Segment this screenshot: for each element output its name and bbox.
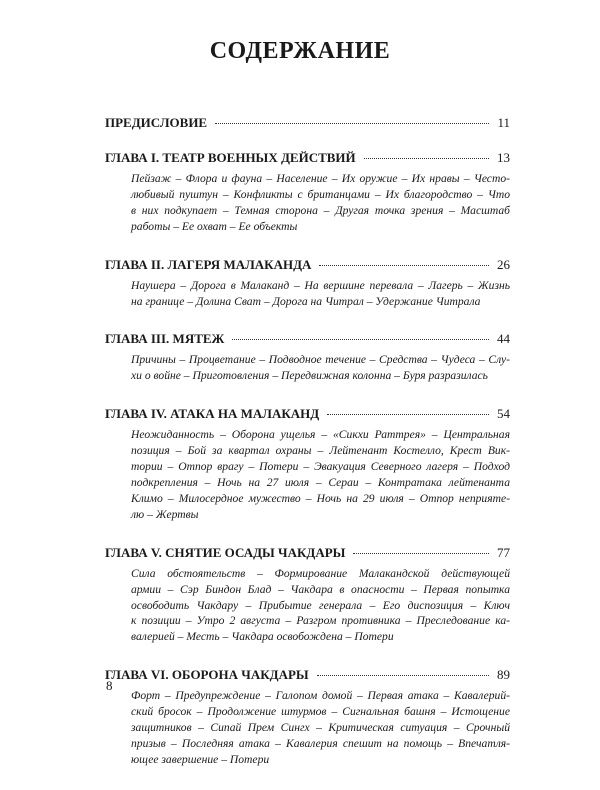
summary-line: ский бросок – Продолжение штурмов – Сигнальная башня – Истощение bbox=[131, 705, 510, 719]
dot-leader bbox=[327, 414, 489, 415]
summary-line: валерией – Месть – Чакдара освобождена – Потери bbox=[131, 630, 394, 644]
chapter-title[interactable]: ГЛАВА V. СНЯТИЕ ОСАДЫ ЧАКДАРЫ bbox=[105, 544, 346, 560]
summary-line: подкрепления – Ночь на 27 июля – Сераи – Контратака лейтенанта bbox=[131, 475, 510, 489]
page-number: 8 bbox=[106, 678, 113, 693]
chapter-title[interactable]: ГЛАВА I. ТЕАТР ВОЕННЫХ ДЕЙСТВИЙ bbox=[105, 150, 356, 165]
summary-line: Климо – Милосердное мужество – Ночь на 29 июля – Отпор неприяте- bbox=[131, 491, 510, 505]
chapter-summary bbox=[105, 688, 510, 768]
summary-line: работы – Ее охват – Ее объекты bbox=[131, 219, 298, 233]
toc-entry[interactable] bbox=[105, 257, 510, 310]
chapter-page-number: 89 bbox=[497, 667, 510, 683]
toc-entry[interactable] bbox=[105, 545, 510, 646]
chapter-title[interactable]: ГЛАВА IV. АТАКА НА МАЛАКАНД bbox=[105, 406, 320, 422]
chapter-title[interactable]: ГЛАВА II. ЛАГЕРЯ МАЛАКАНДА bbox=[105, 256, 312, 272]
page-title: СОДЕРЖАНИЕ bbox=[209, 38, 391, 64]
toc-entry[interactable] bbox=[105, 667, 510, 768]
chapter-title[interactable]: ГЛАВА III. МЯТЕЖ bbox=[105, 331, 225, 347]
chapter-summary bbox=[105, 171, 510, 235]
summary-line: позиция – Бой за квартал охраны – Лейтенант Костелло, Крест Вик- bbox=[131, 444, 510, 458]
dot-leader bbox=[317, 675, 489, 676]
table-of-contents bbox=[105, 115, 510, 790]
chapter-summary bbox=[105, 352, 510, 384]
toc-entry-heading[interactable] bbox=[105, 667, 510, 683]
dot-leader bbox=[364, 158, 489, 159]
chapter-title[interactable]: ПРЕДИСЛОВИЕ bbox=[105, 115, 208, 130]
toc-entry-heading[interactable] bbox=[105, 257, 510, 273]
dot-leader bbox=[215, 123, 489, 124]
summary-line: Причины – Процветание – Подводное течение – Средства – Чудеса – Слу- bbox=[131, 353, 510, 367]
summary-line: Пейзаж – Флора и фауна – Население – Их оружие – Их нравы – Често- bbox=[131, 172, 510, 185]
summary-line: армии – Сэр Биндон Блад – Чакдара в опасности – Первая попытка bbox=[131, 582, 510, 596]
chapter-page-number: 44 bbox=[497, 331, 510, 347]
summary-line: лю – Жертвы bbox=[131, 507, 199, 521]
chapter-summary bbox=[105, 278, 510, 310]
dot-leader bbox=[353, 553, 489, 554]
toc-entry[interactable] bbox=[105, 150, 510, 235]
summary-line: на границе – Долина Сват – Дорога на Читрал – Удержание Читрала bbox=[131, 294, 481, 308]
chapter-page-number: 54 bbox=[497, 406, 510, 422]
summary-line: Сила обстоятельств – Формирование Малакандской действующей bbox=[131, 566, 510, 580]
summary-line: хи о войне – Приготовления – Передвижная колонна – Буря разразилась bbox=[131, 369, 488, 383]
summary-line: в них подкупает – Темная сторона – Другая точка зрения – Масштаб bbox=[131, 203, 510, 217]
summary-line: Форт – Предупреждение – Галопом домой – Первая атака – Кавалерий- bbox=[131, 689, 510, 703]
toc-entry-heading[interactable] bbox=[105, 331, 510, 347]
summary-line: любивый пуштун – Конфликты с британцами – Их благородство – Что bbox=[131, 187, 510, 201]
toc-entry-heading[interactable] bbox=[105, 406, 510, 422]
toc-entry-heading[interactable] bbox=[105, 150, 510, 166]
summary-line: к позиции – Утро 2 августа – Разгром противника – Преследование ка- bbox=[131, 614, 510, 628]
chapter-summary bbox=[105, 427, 510, 522]
summary-line: призыв – Последняя атака – Кавалерия спешит на помощь – Впечатля- bbox=[131, 736, 510, 750]
chapter-page-number: 11 bbox=[497, 115, 510, 130]
toc-entry-heading[interactable] bbox=[105, 115, 510, 131]
chapter-summary bbox=[105, 566, 510, 646]
chapter-page-number: 13 bbox=[497, 150, 510, 165]
summary-line: Неожиданность – Оборона ущелья – «Сикхи Раттрея» – Центральная bbox=[131, 428, 510, 442]
summary-line: защитников – Сипай Прем Сингх – Критическая ситуация – Срочный bbox=[131, 721, 510, 735]
summary-line: ющее завершение – Потери bbox=[131, 752, 270, 766]
toc-entry[interactable] bbox=[105, 406, 510, 522]
chapter-title[interactable]: ГЛАВА VI. ОБОРОНА ЧАКДАРЫ bbox=[105, 667, 309, 683]
toc-entry[interactable] bbox=[105, 331, 510, 384]
chapter-page-number: 77 bbox=[497, 544, 510, 560]
dot-leader bbox=[232, 339, 489, 340]
dot-leader bbox=[319, 265, 489, 266]
chapter-page-number: 26 bbox=[497, 256, 510, 272]
summary-line: освободить Чакдару – Прибытие генерала – Его диспозиция – Ключ bbox=[131, 598, 510, 612]
summary-line: тории – Отпор врагу – Потери – Эвакуация Северного лагеря – Подход bbox=[131, 460, 510, 474]
toc-entry[interactable] bbox=[105, 115, 510, 131]
toc-entry-heading[interactable] bbox=[105, 545, 510, 561]
summary-line: Наушера – Дорога в Малаканд – На вершине перевала – Лагерь – Жизнь bbox=[131, 278, 510, 292]
